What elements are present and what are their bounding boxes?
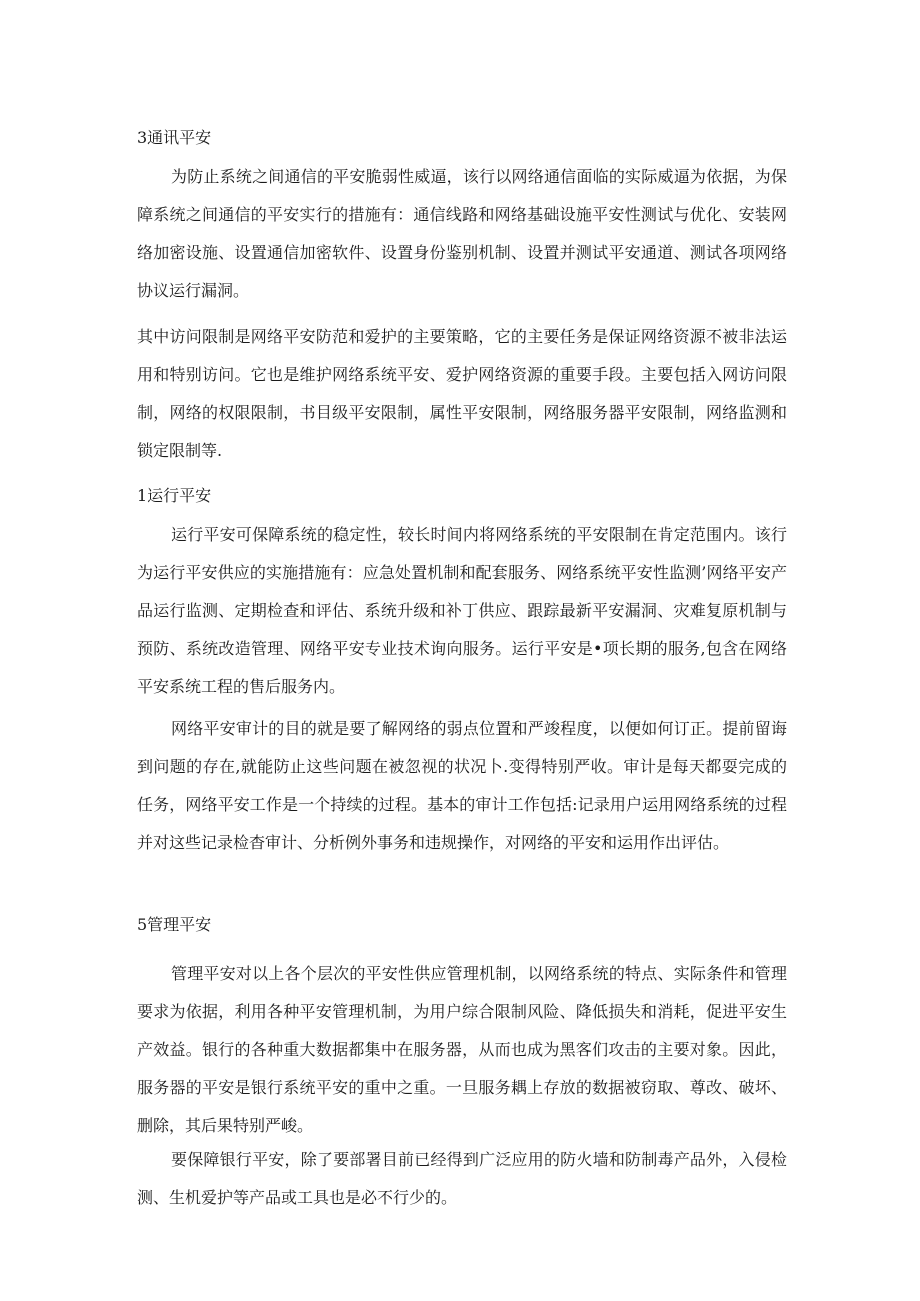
paragraph-management-security: 管理平安对以上各个层次的平安性供应管理机制，以网络系统的特点、实际条件和管理要求为依据，利用各种平安管理机制，为用户综合限制风险、降低损失和消耗，促进平安生产效益。银行的各种重大数据都集中在服务器，从而也成为黑客们攻击的主要对象。因此，服务器的平安是银行系统平安的重中之重。一旦服务耦上存放的数据被窃取、尊改、破坏、删除，其后果特别严峻。 (137, 964, 787, 1135)
section-heading-operation-security: 1运行平安 (137, 486, 212, 505)
paragraph-security-audit: 网络平安审计的目的就是要了解网络的弱点位置和严竣程度，以便如何订正。提前留诲到问题的存在,就能防止这些问题在被忽视的状况卜.变得特别严收。审计是每天都耍完成的任务，网络平安工作是一个持续的过程。基本的审计工作包括:记录用户运用网络系统的过程并对这些记录检杳审计、分析例外事务和违规操作，对网络的平安和运用作出评估。 (137, 719, 787, 852)
paragraph-bank-security-products: 要保障银行平安，除了要部署目前已经得到广泛应用的防火墙和防制毒产品外，入侵检测、生机爱护等产品或工具也是必不行少的。 (137, 1150, 787, 1207)
section-heading-communication-security: 3通讯平安 (137, 128, 212, 147)
paragraph-communication-security: 为防止系统之间通信的平安脆弱性威逼，该行以网络通信面临的实际威逼为依据，为保障系统之间通信的平安实行的措施有：通信线路和网络基础设施平安性测试与优化、安装网络加密设施、设置通信加密软件、设置身份鉴别机制、设置并测试平安通道、测试各项网络协议运行漏洞。 (137, 167, 787, 300)
section-heading-management-security: 5管理平安 (137, 915, 212, 934)
paragraph-operation-security: 运行平安可保障系统的稳定性，较长时间内将网络系统的平安限制在肯定范围内。该行为运行平安供应的实施措施有：应急处置机制和配套服务、网络系统平安性监测’网络平安产品运行监测、定期检查和评估、系统升级和补丁供应、跟踪最新平安漏洞、灾难复原机制与预防、系统改造管理、网络平安专业技术询向服务。运行平安是•项长期的服务,包含在网络平安系统工程的售后服务内。 (137, 525, 787, 696)
paragraph-access-control: 其中访问限制是网络平安防范和爱护的主要策略，它的主要任务是保证网络资源不被非法运用和特别访问。它也是维护网络系统平安、爱护网络资源的重要手段。主要包括入网访问限制，网络的权限限制，书目级平安限制，属性平安限制，网络服务器平安限制，网络监测和锁定限制等. (137, 327, 787, 460)
